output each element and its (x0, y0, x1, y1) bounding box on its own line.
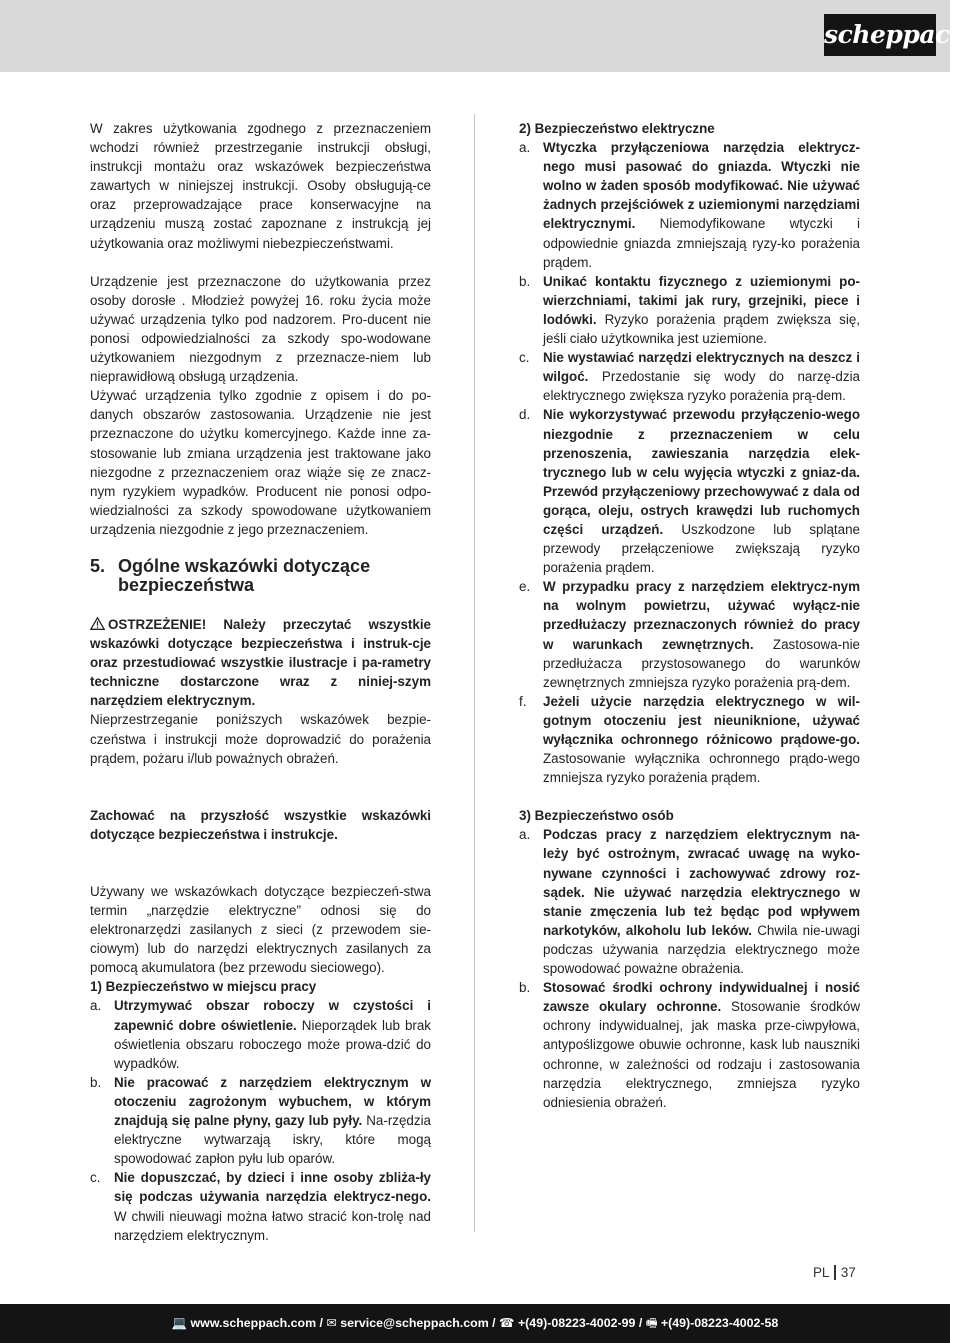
list-item (90, 996, 431, 1072)
subsection-title-personal: 3) Bezpieczeństwo osób (519, 808, 674, 824)
subsection-title-electrical: 2) Bezpieczeństwo elektryczne (519, 121, 715, 136)
list-item (519, 577, 860, 692)
list-item (90, 1073, 431, 1168)
list-item-bold: Nie pracować z narzędziem elektrycznym w otoczeniu zagrożonym wybuchem, w którym znajdują się palne płyny, gazy lub pyły. (114, 1074, 431, 1129)
list-item-letter: c. (90, 1170, 101, 1186)
warning-block (90, 615, 431, 710)
list-item (519, 825, 860, 978)
section-number: 5. (90, 555, 106, 576)
mail-icon: ✉ (326, 1316, 337, 1330)
list-item-text: Przedostanie się wody do narzę-dzia elektrycznego zwiększa ryzyko porażenia prą-dem. (543, 369, 860, 404)
footer-separator: / (488, 1316, 500, 1330)
list-item-letter: c. (519, 350, 530, 366)
list-item-bold: Nie wykorzystywać przewodu przyłączenio-wego niezgodnie z przeznaczeniem w celu przenoszenia, zawieszania narzędzia elek-trycznego lub w celu wyjęcia wtyczki z gniaz-da. Przewód przyłączeniowy przechowywać z dala od gorąca, oleju, ostrych krawędzi lub ruchomych części urządzeń. (543, 407, 860, 537)
list-item-letter: b. (90, 1074, 102, 1090)
warning-icon (90, 617, 105, 630)
list-item-letter: a. (519, 140, 531, 156)
list-item-letter: f. (519, 693, 527, 709)
list-item-text: Chwila nie-uwagi podczas używania narzędzia elektrycznego może spowodować poważne obrażenia. (543, 922, 860, 977)
left-column (90, 119, 431, 1245)
warning-text: Nieprzestrzeganie poniższych wskazówek bezpie-czeństwa i instrukcji może doprowadzić do porażenia prądem, pożaru i/lub poważnych obrażeń. (90, 712, 431, 766)
right-column (519, 119, 860, 1112)
header-bar (0, 0, 967, 72)
list-item-letter: a. (519, 827, 531, 843)
list-item-letter: e. (519, 579, 531, 595)
footer-email[interactable]: service@scheppach.com (340, 1316, 489, 1330)
list-item (519, 272, 860, 348)
keep-instructions-note: Zachować na przyszłość wszystkie wskazówki dotyczące bezpieczeństwa i instrukcje. (90, 807, 431, 842)
list-item-text: Niemodyfikowane wtyczki i odpowiednie gniazda zmniejszają ryzy-ko porażenia prądem. (543, 216, 860, 270)
warning-bold-text: OSTRZEŻENIE! Należy przeczytać wszystkie wskazówki dotyczące bezpieczeństwa i instruk-cje oraz przestudiować wszystkie ilustracje i pa-rametry techniczne dostarczone wraz z niniej-szym narzędziem elektrycznym. (90, 616, 431, 709)
list-item-bold: Utrzymywać obszar roboczy w czystości i zapewnić dobre oświetlenie. (114, 998, 431, 1033)
footer-website[interactable]: www.scheppach.com (190, 1316, 317, 1330)
intro-paragraph-2: Urządzenie jest przeznaczone do użytkowania przez osoby dorosłe . Młodzież powyżej 16. roku życia może używać urządzenia tylko pod nadzorem. Pro-ducent nie ponosi odpowiedzialności za szkody spo-wodowane użytkowaniem niezgodnym z przeznacze-niem lub nieprawidłową obsługą urządzenia. (90, 273, 431, 385)
list-item-text: Zastosowa-nie przedłużacza przystosowanego do warunków zewnętrznych zmniejsza ryzyko porażenia prą-dem. (543, 636, 860, 690)
footer-separator: / (316, 1316, 327, 1330)
list-item-text: W chwili nieuwagi można łatwo stracić kon-trolę nad narzędziem elektrycznym. (114, 1208, 431, 1243)
page-number-value: 37 (840, 1265, 856, 1280)
list-item-text: Uszkodzone lub splątane przewody przełączeniowe zwiększają ryzyko porażenia prądem. (543, 521, 860, 576)
list-item (519, 978, 860, 1112)
list-item-bold: Stosować środki ochrony indywidualnej i nosić zawsze okulary ochronne. (543, 980, 860, 1015)
list-item (519, 692, 860, 787)
list-item (519, 405, 860, 577)
page-number (813, 1265, 856, 1280)
list-item-bold: Wtyczka przyłączeniowa narzędzia elektrycz-nego musi pasować do gniazda. Wtyczki nie wolno w żaden sposób modyfikować. Nie używać żadnych przejściówek z uziemionymi narzędziami elektrycznymi. (543, 140, 860, 232)
list-item-text: Ryzyko porażenia prądem zwiększa się, jeśli ciało użytkownika jest uziemione. (543, 311, 860, 347)
fax-icon: 🖷 (645, 1316, 658, 1330)
footer-phone: +(49)-08223-4002-99 (517, 1316, 636, 1330)
column-divider (474, 114, 475, 1232)
list-item-letter: b. (519, 980, 531, 996)
list-item-letter: b. (519, 273, 531, 289)
page-number-divider (834, 1265, 836, 1280)
list-item-bold: W przypadku pracy z narzędziem elektrycz-nym na wolnym powietrzu, używać wyłącz-nie przedłużaczy przeznaczonych również do pracy w warunkach zewnętrznych. (543, 579, 860, 652)
list-item (519, 138, 860, 272)
brand-logo: scheppach (824, 14, 936, 56)
list-item-bold: Unikać kontaktu fizycznego z uziemionymi po-wierzchniami, takimi jak rury, grzejniki, piece i lodówki. (543, 273, 860, 327)
computer-icon: 💻 (171, 1316, 188, 1330)
term-definition: Używany we wskazówkach dotyczące bezpieczeń-stwa termin „narzędzie elektryczne” odnosi się do elektronarzędzi zasilanych z sieci (z przewodem sie-ciowym) lub do narzędzi elektrycznych zasilanych za pomocą akumulatora (bez przewodu sieciowego). (90, 883, 431, 976)
list-item-letter: d. (519, 407, 531, 423)
list-item-text: Zastosowanie wyłącznika ochronnego prądo-wego zmniejsza ryzyko porażenia prądem. (543, 751, 860, 786)
list-item (519, 348, 860, 405)
section-title: Ogólne wskazówki dotyczące bezpieczeństwa (118, 555, 371, 595)
list-item-letter: a. (90, 998, 102, 1014)
list-item-text: Nieporządek lub brak oświetlenia obszaru roboczego może prowa-dzić do wypadków. (114, 1017, 432, 1071)
intro-paragraph-1: W zakres użytkowania zgodnego z przeznaczeniem wchodzi również przestrzeganie instrukcji obsługi, instrukcji montażu oraz wskazówek bezpieczeństwa zawartych w niniejszej instrukcji. Osoby obsługują-ce oraz przeprowadzające prace konserwacyjne na urządzeniu muszą zostać zapoznane z instrukcją jej użytkowania oraz możliwymi niebezpieczeństwami. (90, 121, 431, 251)
phone-icon: ☎ (499, 1316, 515, 1330)
language-code: PL (813, 1265, 830, 1280)
list-item (90, 1168, 431, 1244)
intro-paragraph-3: Używać urządzenia tylko zgodnie z opisem i do po-danych obszarów zastosowania. Urządzenie nie jest przeznaczone do użytku komercyjnego. Każde inne za-stosowanie lub zmiana urządzenia jest traktowane jako niezgodne z przeznaczeniem oraz wiąże się ze znacz-nym ryzykiem wypadków. Producent nie ponosi odpo-wiedzialności za szkody spowodowane użytkowaniem urządzenia niezgodnie z jego przeznaczeniem. (90, 388, 431, 537)
list-item-bold: Podczas pracy z narzędziem elektrycznym na-leży być ostrożnym, zwracać uwagę na wyko-nywane czynności i zachowywać zdrowy roz-sądek. Nie używać narzędzia elektrycznego w stanie zmęczenia lub też będąc pod wpływem narkotyków, alkoholu lub leków. (543, 827, 860, 938)
footer-separator: / (635, 1316, 646, 1330)
list-item-text: Na-rzędzia elektryczne wytwarzają iskry, które mogą spowodować zapłon pyłu lub oparów. (114, 1113, 431, 1167)
section-heading (90, 557, 431, 595)
footer-fax: +(49)-08223-4002-58 (660, 1316, 779, 1330)
list-item-bold: Nie dopuszczać, by dzieci i inne osoby zbliża-ły się podczas używania narzędzia elektrycz-nego. (114, 1170, 431, 1205)
list-item-text: Stosowanie środków ochrony indywidualnej, jak maska prze-ciwpyłowa, antypoślizgowe obuwie ochronne, kask lub nauszniki ochronne, w zależności od rodzaju i zastosowania narzędzia elektrycznego, zmniejsza ryzyko odniesienia obrażeń. (543, 999, 860, 1110)
list-item-bold: Jeżeli użycie narzędzia elektrycznego w wil-gotnym otoczeniu jest nieuniknione, używać wyłącznika ochronnego różnicowo prądowe-go. (543, 693, 860, 747)
footer-bar (0, 1304, 950, 1343)
subsection-title-workplace: 1) Bezpieczeństwo w miejscu pracy (90, 979, 317, 995)
list-item-bold: Nie wystawiać narzędzi elektrycznych na deszcz i wilgoć. (543, 350, 860, 385)
